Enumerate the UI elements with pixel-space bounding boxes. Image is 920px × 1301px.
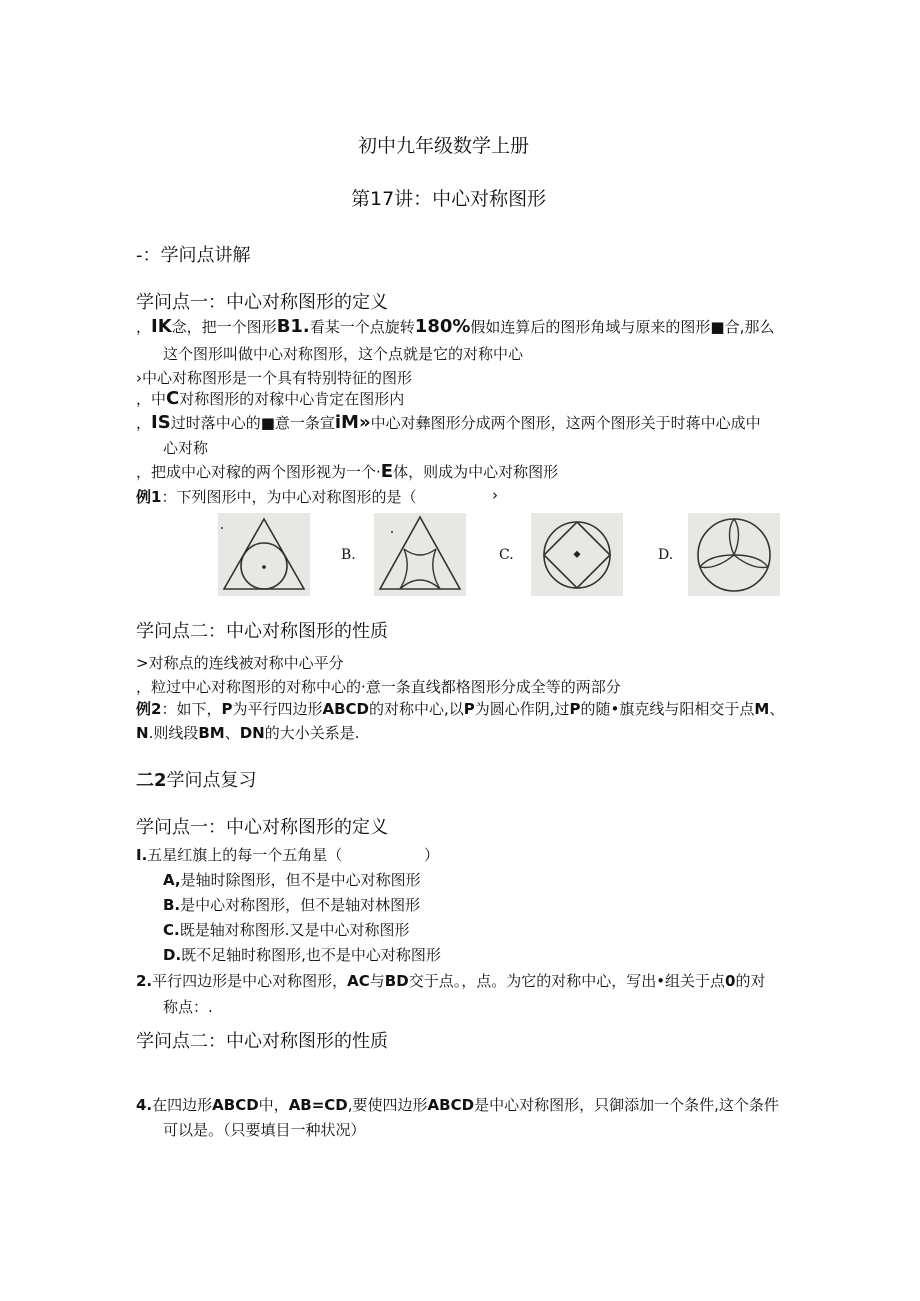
question-1-option-b[interactable] — [163, 894, 420, 915]
text: 二2 — [136, 770, 167, 791]
definition-line-4-cont: 心对称 — [163, 439, 209, 457]
definition-line-3 — [136, 388, 404, 409]
figure-option-c[interactable] — [531, 513, 623, 596]
text: ：如下， — [161, 700, 222, 718]
review-topic2-heading: 学问点二：中心对称图形的性质 — [136, 1031, 388, 1052]
text: ，中 — [136, 390, 167, 408]
example-2-label: 例2 — [136, 700, 162, 718]
text: BM — [198, 724, 225, 742]
question-2-cont: 称点：. — [163, 998, 213, 1016]
text: 既不足轴时称图形,也不是中心对称图形 — [181, 946, 441, 964]
question-1-close: ） — [424, 846, 440, 864]
text: 、 — [224, 724, 240, 742]
question-1 — [136, 844, 342, 865]
topic2-heading: 学问点二：中心对称图形的性质 — [136, 621, 388, 642]
text: M — [754, 700, 770, 718]
text: E — [380, 461, 394, 482]
text: 2. — [136, 972, 153, 990]
text: I. — [136, 846, 148, 864]
text: 与 — [369, 972, 385, 990]
text: ，把成中心对稼的两个图形视为一个· — [136, 463, 381, 481]
doc-title: 初中九年级数学上册 — [358, 135, 530, 157]
text: 是中心对称图形，只御添加一个条件,这个条件 — [474, 1096, 779, 1114]
text: N — [136, 724, 149, 742]
text: AB=CD — [288, 1096, 348, 1114]
question-4-cont: 可以是。（只要填目一种状况） — [163, 1121, 366, 1139]
text: ABCD — [322, 700, 369, 718]
definition-line-1-cont: 这个图形叫做中心对称图形，这个点就是它的对称中心 — [163, 345, 524, 363]
example-2 — [136, 698, 784, 719]
text: ：下列图形中，为中心对称图形的是（ — [161, 488, 417, 506]
section2-heading — [136, 766, 257, 792]
text: 为平行四边形 — [232, 700, 323, 718]
question-4 — [136, 1094, 779, 1115]
question-2 — [136, 970, 766, 991]
topic1-heading: 学问点一：中心对称图形的定义 — [136, 292, 388, 313]
text: 的随•旗克线与阳相交于点 — [580, 700, 755, 718]
text: iM» — [334, 412, 371, 433]
definition-line-2: ›中心对称图形是一个具有特别特征的图形 — [136, 369, 413, 387]
option-d-label: D. — [658, 547, 674, 563]
text: A, — [163, 871, 181, 889]
text: B1. — [276, 316, 310, 337]
doc-subtitle: 第17讲：中心对称图形 — [351, 188, 547, 210]
option-b-label: B. — [341, 547, 356, 563]
question-1-option-d[interactable] — [163, 944, 441, 965]
text: BD — [384, 972, 409, 990]
text: 中， — [258, 1096, 289, 1114]
definition-line-4 — [136, 412, 761, 433]
text: ， — [136, 318, 152, 336]
text: ,要使四边形 — [347, 1096, 428, 1114]
text: IS — [151, 412, 171, 433]
text: 对称图形的对稼中心肯定在图形内 — [179, 390, 405, 408]
text: 平行四边形是中心对称图形， — [152, 972, 348, 990]
text: 交于点。，点。为它的对称中心，写出•组关于点 — [408, 972, 726, 990]
figure-option-a[interactable] — [218, 513, 310, 596]
section1-heading: -：学问点讲解 — [136, 245, 251, 266]
definition-line-5 — [136, 461, 558, 482]
figure-option-b[interactable] — [374, 513, 466, 596]
text: ， — [136, 414, 152, 432]
text: 既是轴对称图形.又是中心对称图形 — [179, 921, 410, 939]
example-1-label: 例1 — [136, 488, 162, 506]
text: 、 — [769, 700, 785, 718]
text: 五星红旗上的每一个五角星（ — [147, 846, 343, 864]
text: P — [463, 700, 475, 718]
text: 的大小关系是. — [264, 724, 360, 742]
question-1-option-a[interactable] — [163, 869, 421, 890]
text: C. — [163, 921, 180, 939]
text: .则线段 — [148, 724, 199, 742]
text: 4. — [136, 1096, 153, 1114]
text: 是中心对称图形，但不是轴对林图形 — [180, 896, 421, 914]
text: ABCD — [427, 1096, 475, 1114]
text: B. — [163, 896, 181, 914]
property-line-1: >对称点的连线被对称中心平分 — [136, 654, 344, 672]
text: 的对 — [735, 972, 766, 990]
text: C — [166, 388, 180, 409]
question-1-option-c[interactable] — [163, 919, 410, 940]
text: 过时落中心的■意一条宣 — [170, 414, 335, 432]
example-2-cont — [136, 722, 360, 743]
text: 念，把一个图形 — [171, 318, 277, 336]
text: 体，则成为中心对称图形 — [393, 463, 559, 481]
property-line-2: ，粒过中心对称图形的对称中心的·意一条直线都格图形分成全等的两部分 — [136, 678, 621, 696]
text: D. — [163, 946, 182, 964]
text: 假如连算后的图形角域与原来的图形■合,那么 — [470, 318, 775, 336]
text: IK — [151, 316, 172, 337]
text: ABCD — [212, 1096, 259, 1114]
review-topic1-heading: 学问点一：中心对称图形的定义 — [136, 817, 388, 838]
definition-line-1 — [136, 316, 774, 337]
text: 看某一个点旋转 — [309, 318, 415, 336]
text: 的对称中心,以 — [368, 700, 464, 718]
text: AC — [347, 972, 370, 990]
text: P — [569, 700, 581, 718]
option-c-label: C. — [499, 547, 514, 563]
text: 为圆心作阴,过 — [474, 700, 570, 718]
example-1 — [136, 486, 416, 507]
text: 学问点复习 — [166, 770, 257, 791]
text: 在四边形 — [152, 1096, 213, 1114]
text: 是轴时除图形，但不是中心对称图形 — [180, 871, 421, 889]
text: 0 — [725, 972, 736, 990]
text: 180% — [414, 316, 471, 337]
figure-option-d[interactable] — [688, 513, 780, 596]
text: 中心对彝图形分成两个图形，这两个图形关于时蒋中心成中 — [370, 414, 761, 432]
example-1-close: › — [492, 486, 498, 504]
text: P — [221, 700, 233, 718]
text: DN — [239, 724, 265, 742]
